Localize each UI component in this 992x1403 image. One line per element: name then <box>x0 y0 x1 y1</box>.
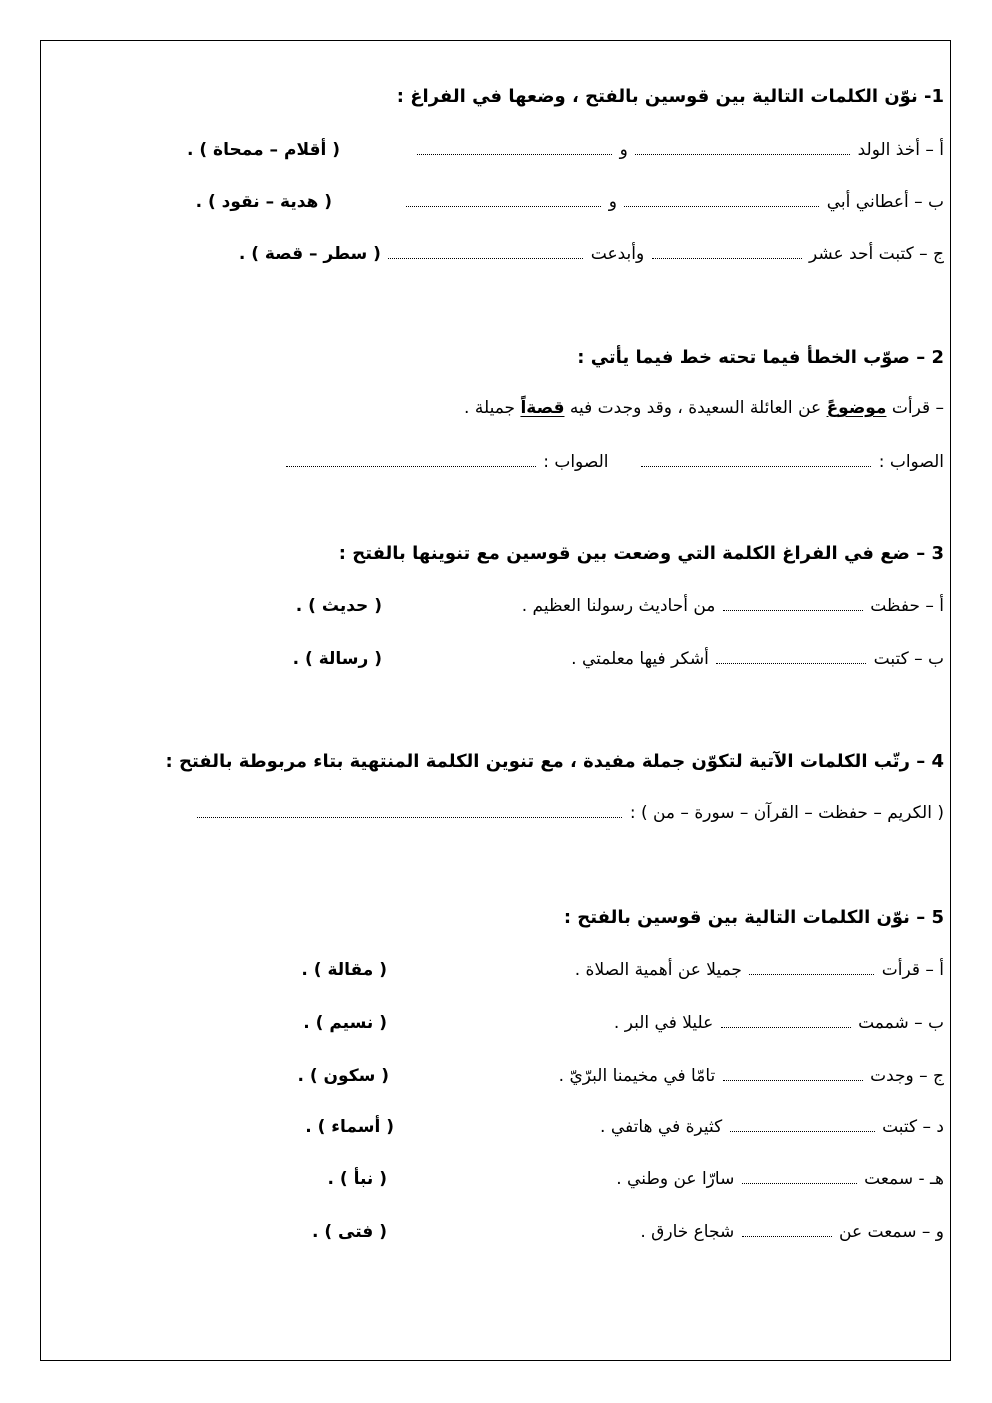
q5-f-rest: شجاع خارق . <box>640 1222 735 1242</box>
q1-b-prefix: ب – أعطاني أبي <box>826 192 944 212</box>
q5-b-prefix: ب – شممت <box>858 1013 944 1033</box>
q3-a-blank[interactable] <box>723 598 863 611</box>
q5-line-b <box>614 1013 944 1033</box>
q2-wrong-word-1: موضوعً <box>826 398 887 418</box>
q5-e-rest: سارّا عن وطني . <box>616 1169 735 1189</box>
q1-a-mid: و <box>619 140 628 160</box>
page-border <box>40 40 951 1361</box>
q5-b-blank[interactable] <box>721 1015 851 1028</box>
q5-c-prefix: ج – وجدت <box>870 1066 944 1086</box>
q1-line-c <box>239 244 944 264</box>
q5-c-rest: تامّا في مخيمنا البرّيّ . <box>558 1066 716 1086</box>
q5-line-d <box>600 1117 944 1137</box>
q1-b-hint: ( هدية – نقود ) . <box>195 192 332 212</box>
q5-d-hint: ( أسماء ) . <box>305 1117 394 1137</box>
q1-c-hint: ( سطر – قصة ) . <box>238 244 381 264</box>
q3-line-a <box>522 596 944 616</box>
q5-line-c <box>559 1066 944 1086</box>
q2-s1: – قرأت <box>891 398 944 418</box>
q1-c-blank-1[interactable] <box>652 246 802 259</box>
q2-s2: عن العائلة السعيدة ، وقد وجدت فيه <box>569 398 822 418</box>
q3-b-prefix: ب – كتبت <box>873 649 944 669</box>
q1-line-a <box>415 140 944 160</box>
q2-ans-label-2: الصواب : <box>543 452 609 472</box>
q5-c-blank[interactable] <box>723 1068 863 1081</box>
q2-ans-blank-1[interactable] <box>641 454 871 467</box>
q5-a-rest: جميلا عن أهمية الصلاة . <box>574 960 742 980</box>
q5-title: 5 – نوّن الكلمات التالية بين قوسين بالفتح : <box>563 907 944 928</box>
q5-d-blank[interactable] <box>730 1119 875 1132</box>
q5-d-prefix: د – كتبت <box>882 1117 944 1137</box>
q1-title: 1- نوّن الكلمات التالية بين قوسين بالفتح ، وضعها في الفراغ : <box>396 86 944 107</box>
q3-b-hint: ( رسالة ) . <box>292 649 382 669</box>
q3-a-prefix: أ – حفظت <box>870 596 944 616</box>
q1-b-blank-2[interactable] <box>406 194 601 207</box>
q4-answer-blank[interactable] <box>197 805 622 818</box>
q5-e-prefix: هـ - سمعت <box>864 1169 944 1189</box>
q5-e-blank[interactable] <box>742 1171 857 1184</box>
q1-a-hint: ( أقلام – ممحاة ) . <box>186 140 340 160</box>
q3-a-hint: ( حديث ) . <box>295 596 382 616</box>
q3-b-blank[interactable] <box>716 651 866 664</box>
q2-ans-label-1: الصواب : <box>878 452 944 472</box>
q4-words: ( الكريم – حفظت – القرآن – سورة – من ) : <box>629 803 944 823</box>
q1-c-blank-2[interactable] <box>388 246 583 259</box>
q5-f-hint: ( فتى ) . <box>311 1222 387 1242</box>
q2-sentence <box>464 398 944 418</box>
q5-line-f <box>640 1222 944 1242</box>
q1-line-b <box>404 192 944 212</box>
q3-b-rest: أشكر فيها معلمتي . <box>571 649 709 669</box>
q2-s3: جميلة . <box>464 398 516 418</box>
q1-a-prefix: أ – أخذ الولد <box>857 140 944 160</box>
q3-title: 3 – ضع في الفراغ الكلمة التي وضعت بين قوسين مع تنوينها بالفتح : <box>338 543 944 564</box>
q2-answers <box>284 452 944 472</box>
q5-a-hint: ( مقالة ) . <box>301 960 387 980</box>
q5-c-hint: ( سكون ) . <box>297 1066 389 1086</box>
q2-title: 2 – صوّب الخطأ فيما تحته خط فيما يأتي : <box>577 347 944 368</box>
q1-b-blank-1[interactable] <box>624 194 819 207</box>
q1-c-prefix: ج – كتبت أحد عشر <box>809 244 944 264</box>
q5-line-e <box>616 1169 944 1189</box>
q5-a-prefix: أ – قرأت <box>881 960 944 980</box>
q5-line-a <box>575 960 944 980</box>
q5-e-hint: ( نبأ ) . <box>327 1169 387 1189</box>
q5-d-rest: كثيرة في هاتفي . <box>600 1117 723 1137</box>
q2-wrong-word-2: قصةاً <box>520 398 565 418</box>
q5-f-prefix: و – سمعت عن <box>839 1222 944 1242</box>
q5-b-hint: ( نسيم ) . <box>303 1013 387 1033</box>
q5-b-rest: عليلا في البر . <box>613 1013 714 1033</box>
q1-b-mid: و <box>608 192 617 212</box>
q3-line-b <box>571 649 944 669</box>
q1-a-blank-1[interactable] <box>635 142 850 155</box>
q1-a-blank-2[interactable] <box>417 142 612 155</box>
q3-a-rest: من أحاديث رسولنا العظيم . <box>521 596 716 616</box>
q2-ans-blank-2[interactable] <box>286 454 536 467</box>
q4-title: 4 – رتّب الكلمات الآتية لتكوّن جملة مفيدة ، مع تنوين الكلمة المنتهية بتاء مربوطة بالفتح : <box>165 751 944 772</box>
q5-a-blank[interactable] <box>749 962 874 975</box>
q1-c-mid: وأبدعت <box>590 244 645 264</box>
q5-f-blank[interactable] <box>742 1224 832 1237</box>
q4-line <box>195 803 944 823</box>
